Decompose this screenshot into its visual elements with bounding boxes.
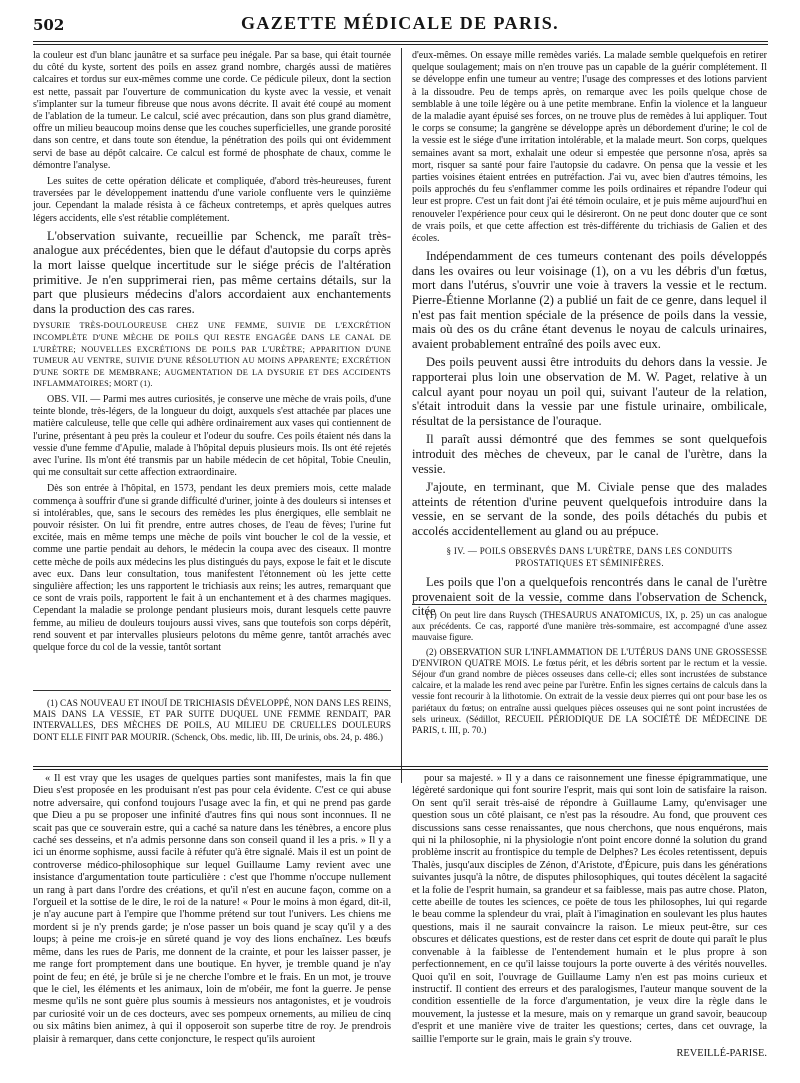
left-paragraph-3: L'observation suivante, recueillie par Schenck, me paraît très-analogue aux précédentes, bien que le défaut d'autopsie du corps après la mort laisse quelque incertitude sur le siége précis de l'altération primitive. Je n'en supprimerai rien, pas même certains détails, sur la part que plusieurs médecins d'alors accordaient aux enchantements dans la production des cas rares. xyxy=(33,228,391,316)
feuilleton-right xyxy=(412,773,767,1073)
footnotes-right xyxy=(412,610,767,750)
journal-title: GAZETTE MÉDICALE DE PARIS. xyxy=(240,13,560,33)
right-paragraph-4: Il paraît aussi démontré que des femmes se sont quelquefois introduit des mèches de cheveux, par le canal de l'urètre, dans la vessie. xyxy=(412,432,767,476)
footnote-left-1: (1) CAS NOUVEAU ET INOUÏ DE TRICHIASIS DÉVELOPPÉ, NON DANS LES REINS, MAIS DANS LA VESSIE, ET PAR SUITE DUQUEL UNE FEMME RENDAIT, PAR INTERVALLES, DES MÈCHES DE POILS, AU MILIEU DE CRUELLES DOULEURS DONT ELLE FINIT PAR MOURIR. (Schenck, Obs. medic, lib. III, De urinis, obs. 24, p. 486.) xyxy=(33,698,391,742)
header-rule-top xyxy=(33,41,768,42)
footnote-right-2: (2) OBSERVATION SUR L'INFLAMMATION DE L'UTÉRUS DANS UNE GROSSESSE D'ENVIRON QUATRE MOIS. Le fœtus périt, et les débris sortent par le rectum et la vessie. Séjour d'un grand nombre de pièces osseuses dans celle-ci; elles sont incrustées de substance calcaire, et la malade les rend avec peine par l'urètre. Enfin les signes certains de calculs dans la vessie font recourir à la lithotomie. On extrait de la vessie deux pierres qui ont pour base les os pariétaux du fœtus; on entraîne aussi quelques pièces osseuses qui ne sont point incrustées de sels urineux. (Sédillot, RECUEIL PÉRIODIQUE DE LA SOCIÉTÉ DE MÉDECINE DE PARIS, t. III, p. 70.) xyxy=(412,646,767,736)
left-column xyxy=(33,50,391,675)
footnote-right-1: (1) On peut lire dans Ruysch (THESAURUS ANATOMICUS, IX, p. 25) un cas analogue aux précédents. Ce cas, rapporté d'une manière très-sommaire, est accompagné d'une assez mauvaise figure. xyxy=(412,610,767,643)
observation-vii: OBS. VII. — Parmi mes autres curiosités, je conserve une mèche de vrais poils, d'une teinte blonde, très-légers, de la longueur du doigt, auxquels s'est attachée par places une matière calculeuse, telle que celle qui adhère ordinairement aux vases qui contiennent de l'urine, présentant à peu près la couleur et l'odeur du soufre. Ces poils étaient nés dans la vessie d'une femme d'Apulie, malade à l'hôpital depuis plusieurs mois. Ils ont été rejetés avec l'urine. Ils m'ont été transmis par un habile médecin de cet hôpital, Tobie Cneulin, qui me consultait sur cette affection extraordinaire. xyxy=(33,393,391,479)
column-divider xyxy=(401,48,402,783)
page-number: 502 xyxy=(33,16,65,34)
left-paragraph-2: Les suites de cette opération délicate et compliquée, d'abord très-heureuses, furent traversées par le développement inattendu d'une variole confluente vers le quinzième jour. Cependant la malade résista à ce fâcheux contretemps, et après quelques autres légers accidents, elle s'est rétablie complétement. xyxy=(33,176,391,224)
author-signature: REVEILLÉ-PARISE. xyxy=(676,1047,767,1059)
footnote-rule-right xyxy=(412,604,767,605)
right-paragraph-5: J'ajoute, en terminant, que M. Civiale pense que des malades atteints de rétention d'urine peuvent quelquefois introduire dans la vessie, en se servant de la sonde, des poils détachés du pubis et accolés accidentellement au gland ou au prépuce. xyxy=(412,480,767,538)
left-paragraph-5: Dès son entrée à l'hôpital, en 1573, pendant les deux premiers mois, cette malade commença à souffrir d'une si grande difficulté d'uriner, jointe à des douleurs si intenses et si intolérables, que, sans le secours des remèdes les plus énergiques, elle semblait ne pouvoir résister. On lui fit prendre, entre autres choses, de l'eau de fèves; l'urine fut excitée, mais en même temps une mèche de poils vint boucher le col de la vessie, et comme une partie pendait au dehors, le médecin la coupa avec des ciseaux. Il montre cette mèche de poils aux médecins les plus distingués du pays, expose le fait et le discute avec eux. Dans leur consultation, tous manifestent l'étonnement où les jette cette singulière affection; les uns rapportent le trichiasis aux reins; les autres, remarquant que ce sont de vrais poils, rapportent le fait à un enchantement et à des charmes magiques. Cependant la maladie se prolonge pendant plusieurs mois, durant lesquels cette pauvre femme, au milieu de douleurs toujours aussi vives, sans que toutefois son corps dépérît, rend souvent et par intervalles plusieurs pelotons du même genre, tantôt arrachés avec quelque force du col de la vessie, tantôt sortant xyxy=(33,483,392,654)
feuilleton-left xyxy=(33,773,391,1073)
section-heading: § IV. — POILS OBSERVÉS DANS L'URÈTRE, DANS LES CONDUITS PROSTATIQUES ET SÉMINIFÈRES. xyxy=(446,545,733,568)
header-rule-bottom xyxy=(33,44,768,45)
right-paragraph-1: d'eux-mêmes. On essaye mille remèdes variés. La malade semble quelquefois en retirer quelque soulagement; mais on n'en trouve pas un capable de la guérir complétement. Il se développe enfin une tumeur au ventre; l'usage des compresses et des lotions parvient à la dissoudre. Peu de temps après, on remarque avec les poils quelque chose de semblable à une toile légère ou à une petite membrane. Enfin la violence et la langueur de la maladie ayant épuisé ses forces, on ne trouve plus de remèdes à lui appliquer. Tout le corps se consume; la gangrène se développe après un débordement d'urine; le col de la vessie est le siége d'une irritation intolérable, et la malade meurt. Son corps, quelques semaines avant sa mort, exhalait une odeur si empestée que personne n'osa, après sa mort, risquer sa santé pour faire l'autopsie du cadavre. On pensa que la vessie et les parties voisines étaient entrées en putréfaction. J'ai vu, avec bien d'autres témoins, les poils approchés du feu s'enflammer comme les poils ordinaires et répandre l'odeur qui leur est propre. C'est un fait dont j'ai été témoin oculaire, et je puis même aujourd'hui en renouveler l'expérience pour ceux qui le désireront. On ne peut donc douter que ce sont de vrais poils, et que cette affection est très-différente du trichiasis de Galien et des écoles. xyxy=(412,50,767,245)
feuilleton-right-text: pour sa majesté. » Il y a dans ce raisonnement une finesse épigrammatique, une légèreté sardonique qui font sourire l'esprit, mais qui sont loin de satisfaire la raison. On sent qu'il serait très-aisé de répondre à Guillaume Lamy, qu'envisager une question sous un côté plaisant, ce n'est pas la résoudre. Au fond, que prouvent ces discussions sans cesse renaissantes, que nous cherchons, que nous enquérons, mais qui ni la philosophie, ni la physiologie n'ont point encore donné la solution du grand problème inscrit au frontispice du temple de Delphes? Les écoles retentissent, depuis Thalès, jusqu'aux disciples de Zénon, d'Aristote, d'Épicure, puis dans les générations suivantes jusqu'à la nôtre, de disputes philosophiques, qui toutes décèlent la sagacité et la folie de l'esprit humain, sa grandeur et sa faiblesse, mais pas autre chose. Platon, cette abeille de toutes les sciences, ce poëte de tous les philosophes, lui qui regarde le beau comme la splendeur du vrai, plaît à l'imagination en soulevant les plus hautes questions, mais il ne saurait convaincre la raison. Le mieux peut-être, sur ces obscures et délicates questions, est de rester dans cet esprit de doute qui paraît le plus convenable à la faiblesse de l'entendement humain et le plus propre à son perfectionnement, en ce qu'il laisse toujours la porte ouverte à des vérités nouvelles. Quoi qu'il en soit, l'ouvrage de Guillaume Lamy n'en est pas moins curieux et instructif. Il contient des erreurs et des paralogismes, l'auteur manque souvent de la condition essentielle de la force d'argumentation, je veux dire la règle dans le mouvement, la justesse et la mesure, mais on y remarque un grand savoir, beaucoup d'esprit et une manière vive de traiter les questions; certes, dans cet ouvrage, la saillie l'emporte sur le grain, mais le grain s'y trouve. xyxy=(412,773,767,1045)
page-header xyxy=(0,10,800,38)
footnotes-left xyxy=(33,698,391,776)
right-paragraph-2: Indépendamment de ces tumeurs contenant des poils développés dans les ovaires ou leur voisinage (1), on a vu les débris d'un fœtus, mort dans l'utérus, s'ouvrir une voie à travers la vessie et le rectum. Pierre-Étienne Morlanne (2) a publié un fait de ce genre, dans lequel il n'est pas fait mention spéciale de la présence de poils dans la vessie, mais où des os du crâne étant devenus le noyau de calculs urinaires, avaient probablement entraîné des poils avec eux. xyxy=(412,249,767,351)
right-column xyxy=(412,50,767,619)
right-paragraph-3: Des poils peuvent aussi être introduits du dehors dans la vessie. Je rapporterai plus loin une observation de M. W. Paget, relative à un calcul ayant pour noyau un poil qui, suivant l'auteur de la relation, s'était introduit dans la vessie par une fistule urinaire, ombilicale, résultat de la persistance de l'ouraque. xyxy=(412,355,767,428)
left-paragraph-1: la couleur est d'un blanc jaunâtre et sa surface peu inégale. Par sa base, qui était tournée du côté du kyste, sortent des poils en assez grand nombre, chargés aussi de matières calcaires et tordus sur eux-mêmes comme une corde. Ce pédicule pileux, dont la section est nette, passait par l'ouverture de communication du kyste avec la vessie, et venait s'implanter sur la tumeur fibreuse que nous avons décrite. Il avait été coupé au moment de l'ablation de la tumeur. Le calcul, scié avec précaution, dans son plus grand diamètre, offre un milieu beaucoup moins dense que les couches superficielles, une grande porosité dans son centre, et dans toute son étendue, la pénétration des poils qui ont évidemment servi de base au dépôt calcaire. Ce calcul est formé de phosphate de chaux, comme le démontre l'analyse. xyxy=(33,50,391,171)
feuilleton-rule-top xyxy=(33,766,768,767)
feuilleton-left-text: « Il est vray que les usages de quelques parties sont manifestes, mais la fin que Dieu s'est proposée en les produisant n'est pas pour cela évidente. C'est ce qui abuse notre adversaire, qui confond toujours l'usage avec la fin, et qui ne prend pas garde que Dieu a pu se proposer une infinité d'autres fins qui nous sont inconnues. Il ne scait pas que ce souverain estre, qui a caché sa nature dans les ténèbres, a encore plus caché ses desseins, et n'a admis personne dans son conseil quand il les a pris. » Il y a ici un énorme sophisme, aussi facile à réfuter qu'à être signalé. Mais il est un point de controverse médico-philosophique sur lequel Guillaume Lamy revient avec une insistance d'argumentation toute particulière : c'est que l'homme n'occupe nullement un rang à part dans l'ordre des créations, et qu'il n'est en aucune façon, comme on a l'orgueil et la sottise de le dire, le roi de la nature! « Pour le moins à mon égard, dit-il, je n'ay aucune part à l'empire que l'homme prétend sur tout l'univers. Les chiens me mordent si je n'y prends garde; je n'ose passer un bois quand je scay qu'il y a des loups; à peine me crois-je en sûreté quand je voy des lions enchaînez. Les bœufs même, dans les rues de Paris, me donnent de la crainte, et pour les laisser passer, je me range fort promptement dans une boutique. En hyver, je tremble quand je n'ay point de feu; en été, je brûle si je ne cherche l'ombre et le frais. En un mot, je trouve que le ciel, les éléments et les animaux, loin de m'obéir, me font la guerre. Je pense mesme qu'ils ne sont guère plus soumis à messieurs nos antagonistes, et je voudrois par curiosité voir un de ces docteurs, avec ses pompeux ornements, au milieu de cinq ou six mâtins bien animez, à qui il opposeroit son superbe titre de roy. Je prendrois plaisir à remarquer, dans cette conjoncture, le respect qu'ils auroient xyxy=(33,773,391,1045)
feuilleton-rule-bottom xyxy=(33,769,768,770)
right-paragraph-6: Les poils que l'on a quelquefois rencontrés dans le canal de l'urètre provenaient soit de la vessie, comme dans l'observation de Schenck, citée xyxy=(412,574,767,619)
footnote-rule-left xyxy=(33,690,391,691)
observation-heading: DYSURIE TRÈS-DOULOUREUSE CHEZ UNE FEMME, SUIVIE DE L'EXCRÉTION INCOMPLÈTE D'UNE MÈCHE DE POILS QUI RESTE ENGAGÉE DANS LE CANAL DE L'URÈTRE; NOUVELLES EXCRÉTIONS DE POILS PAR L'URÈTRE; APPARITION D'UNE TUMEUR AU VENTRE, SUIVIE D'UNE RÉSOLUTION AU MOINS APPARENTE; EXCRÉTION D'UNE SORTE DE MEMBRANE; AUGMENTATION DE LA DYSURIE ET DES ACCIDENTS INFLAMMATOIRES; MORT (1). xyxy=(33,321,391,389)
